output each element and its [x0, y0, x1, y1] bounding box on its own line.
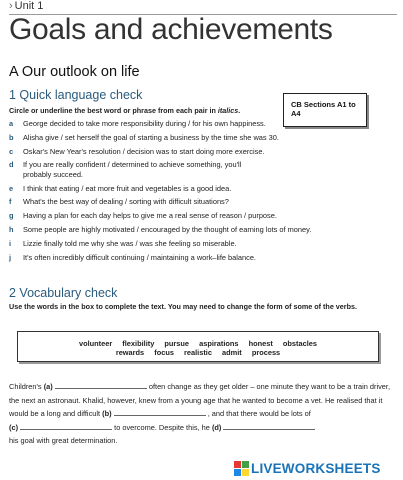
word-item: focus	[154, 348, 174, 357]
list-item[interactable]: g Having a plan for each day helps to give me a real sense of reason / purpose.	[9, 211, 277, 221]
word-item: process	[251, 348, 281, 357]
word-item: pursue	[164, 339, 190, 348]
list-item[interactable]: j It's often incredibly difficult continuing / maintaining a work–life balance.	[9, 252, 256, 262]
list-item[interactable]: f What's the best way of dealing / sorting with difficult situations?	[9, 197, 229, 207]
gap-fill-paragraph: Children's (a) often change as they get older – one minute they want to be a train driver, the next an astronaut. Khalid, however, knew from a young age that he wanted to become a vet. He realised that it would be a long and difficult (b) , and that there would be lots of (c) to overcome. Despite this, he (d) his goal with great determination.	[9, 382, 391, 445]
liveworksheets-logo: LIVEWORKSHEETS	[234, 458, 381, 478]
list-item[interactable]: c Oskar's New Year's resolution / decision was to start doing more exercise.	[9, 146, 265, 156]
chevron-right-icon: ›	[9, 0, 13, 12]
quick-check-title: 1 Quick language check	[9, 88, 143, 102]
word-item: rewards	[115, 348, 145, 357]
word-box-line-2	[18, 348, 378, 357]
cb-sections-box: CB Sections A1 to A4	[283, 93, 367, 127]
gap-d-input[interactable]	[223, 421, 315, 430]
gap-b-input[interactable]	[114, 407, 206, 416]
gap-a-input[interactable]	[55, 380, 147, 389]
list-item[interactable]: e I think that eating / eat more fruit and vegetables is a good idea.	[9, 183, 232, 193]
word-box-line-1	[18, 339, 378, 348]
word-item: honest	[248, 339, 273, 348]
liveworksheets-logo-icon	[234, 461, 249, 476]
unit-label: › Unit 1	[9, 0, 44, 12]
vocab-check-title: 2 Vocabulary check	[9, 286, 118, 300]
word-item: realistic	[184, 348, 212, 357]
quick-check-instruction: Circle or underline the best word or phrase from each pair in italics.	[9, 106, 241, 115]
word-item: aspirations	[199, 339, 239, 348]
word-item: flexibility	[122, 339, 155, 348]
word-item: volunteer	[78, 339, 113, 348]
word-item: admit	[222, 348, 242, 357]
page-title: Goals and achievements	[9, 13, 333, 46]
list-item[interactable]: b Alisha give / set herself the goal of starting a business by the time she was 30.	[9, 132, 279, 142]
word-item: obstacles	[282, 339, 318, 348]
gap-c-input[interactable]	[20, 421, 112, 430]
list-item[interactable]: h Some people are highly motivated / encouraged by the thought of earning lots of money.	[9, 224, 312, 234]
list-item[interactable]: d If you are really confident / determined to achieve something, you'll probably succeed.	[9, 160, 242, 179]
word-box	[17, 331, 379, 362]
vocab-check-instruction: Use the words in the box to complete the text. You may need to change the form of some of the verbs.	[9, 302, 357, 311]
section-a-title: A Our outlook on life	[9, 64, 140, 80]
quick-check-list	[9, 119, 381, 266]
list-item[interactable]: a George decided to take more responsibility during / for his own happiness.	[9, 119, 266, 128]
list-item[interactable]: i Lizzie finally told me why she was / was she feeling so miserable.	[9, 238, 237, 248]
